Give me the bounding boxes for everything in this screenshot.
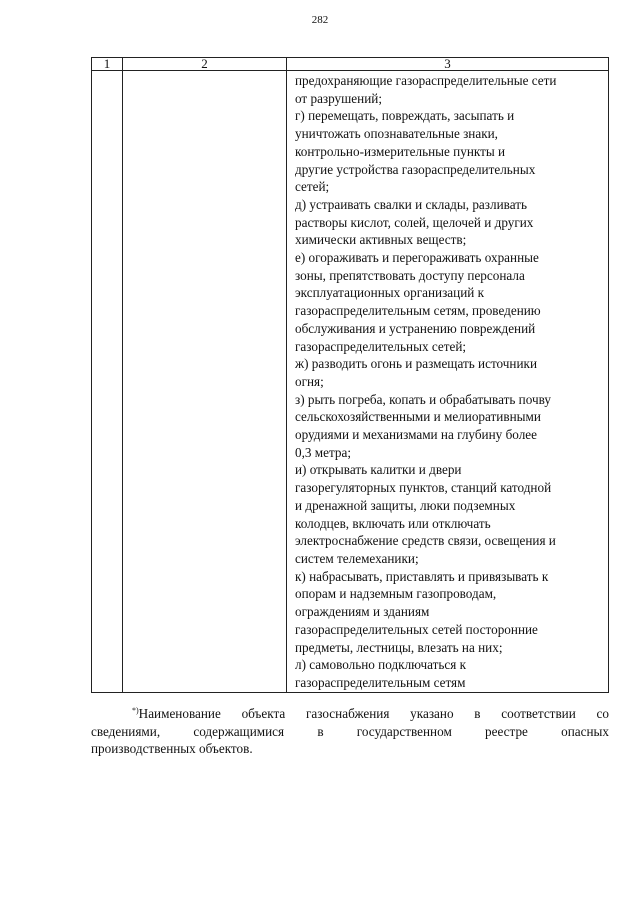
text-line: опорам и надземным газопроводам, [295, 586, 497, 602]
text-line: предметы, лестницы, влезать на них; [295, 639, 503, 655]
text-line: и) открывать калитки и двери [295, 462, 462, 478]
text-line: газораспределительных сетей посторонние [295, 621, 538, 637]
text-line: газорегуляторных пунктов, станций катодной [295, 480, 552, 496]
footnote-marker: *) [132, 706, 139, 715]
text-line: е) огораживать и перегораживать охранные [295, 250, 539, 266]
text-line: предохраняющие газораспределительные сети [295, 73, 557, 88]
table-cell-col1 [92, 71, 123, 693]
text-line: другие устройства газораспределительных [295, 161, 536, 177]
text-line: обслуживания и устранению повреждений [295, 320, 536, 336]
footnote-line [91, 702, 609, 723]
text-line: эксплуатационных организаций к [295, 285, 485, 301]
text-line: сельскохозяйственными и мелиоративными [295, 409, 541, 425]
column-header-3: 3 [287, 58, 609, 71]
text-line: огня; [295, 373, 324, 389]
text-line: к) набрасывать, приставлять и привязывать к [295, 568, 549, 584]
table-row [92, 71, 609, 693]
text-line: л) самовольно подключаться к [295, 657, 467, 673]
footnote-line: производственных объектов. [91, 741, 253, 757]
footnote-text-1: Наименование объекта газоснабжения указано в соответствии со [138, 706, 609, 721]
text-line: от разрушений; [295, 90, 382, 106]
text-line: ограждениям и зданиям [295, 604, 430, 620]
table-header-row [92, 58, 609, 71]
text-line: и дренажной защиты, люки подземных [295, 497, 516, 513]
text-line: систем телемеханики; [295, 550, 419, 566]
text-line: газораспределительных сетей; [295, 338, 467, 354]
text-line: контрольно-измерительные пункты и [295, 143, 506, 159]
prohibitions-list [287, 72, 608, 692]
text-line: 0,3 метра; [295, 444, 352, 460]
table-cell-col2 [123, 71, 287, 693]
text-line: сетей; [295, 179, 330, 195]
text-line: з) рыть погреба, копать и обрабатывать почву [295, 391, 551, 407]
text-line: химически активных веществ; [295, 232, 467, 248]
text-line: растворы кислот, солей, щелочей и других [295, 214, 534, 230]
text-line: колодцев, включать или отключать [295, 515, 491, 531]
text-line: г) перемещать, повреждать, засыпать и [295, 108, 515, 124]
text-line: д) устраивать свалки и склады, разливать [295, 196, 527, 212]
table-cell-col3 [287, 71, 609, 693]
text-line: уничтожать опознавательные знаки, [295, 126, 498, 142]
text-line: орудиями и механизмами на глубину более [295, 427, 537, 443]
column-header-2: 2 [123, 58, 287, 71]
page-number: 282 [311, 14, 329, 26]
column-header-1: 1 [92, 58, 123, 71]
text-line: ж) разводить огонь и размещать источники [295, 356, 538, 372]
text-line: зоны, препятствовать доступу персонала [295, 267, 525, 283]
document-table [91, 57, 609, 693]
text-line: газораспределительным сетям, проведению [295, 303, 541, 319]
text-line: газораспределительным сетям [295, 674, 466, 690]
footnote-line: сведениями, содержащимися в государственном реестре опасных [91, 723, 609, 739]
footnote [91, 702, 609, 758]
text-line: электроснабжение средств связи, освещения и [295, 533, 556, 549]
